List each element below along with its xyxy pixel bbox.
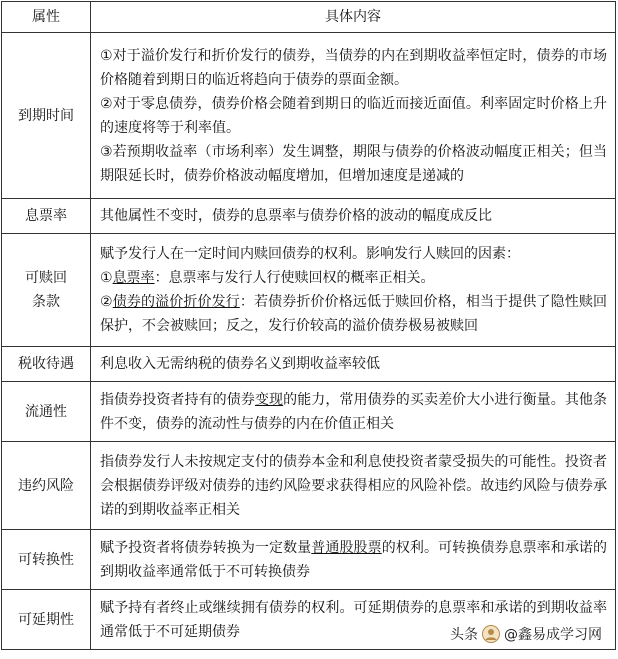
default-risk-text: 指债券发行人未按规定支付的债券本金和利息使投资者蒙受损失的可能性。投资者会根据债券评级对债券的违约风险要求获得相应的风险补偿。故违约风险与债券承诺的到期收益率正相关 bbox=[100, 453, 607, 518]
attr-convertible: 可转换性 bbox=[2, 530, 91, 590]
liquidity-post: 的能力，常用债券的买卖差价大小进行衡量。其他条件不变，债券的流动性与债券的内在价值正相关 bbox=[100, 391, 608, 432]
tax-text: 利息收入无需纳税的债券名义到期收益率较低 bbox=[100, 356, 380, 372]
content-convertible bbox=[91, 530, 616, 590]
table-row bbox=[2, 234, 616, 347]
table-header-row bbox=[2, 2, 616, 33]
header-content: 具体内容 bbox=[91, 2, 616, 33]
source-watermark bbox=[446, 623, 606, 645]
callable-factor-2-prefix: ② bbox=[100, 294, 113, 310]
table-row bbox=[2, 442, 616, 530]
callable-factor-2-text: ：若债券折价价格远低于赎回价格，相当于提供了隐性赎回保护，不会被赎回；反之，发行价较高的溢价债券极易被赎回 bbox=[100, 294, 607, 334]
attr-coupon: 息票率 bbox=[2, 199, 91, 234]
callable-factor-1-text: ：息票率与发行人行使赎回权的概率正相关。 bbox=[154, 270, 435, 286]
table-row bbox=[2, 530, 616, 590]
attr-liquidity: 流通性 bbox=[2, 382, 91, 442]
content-default-risk bbox=[91, 442, 616, 530]
table-row bbox=[2, 347, 616, 382]
convertible-text bbox=[100, 536, 607, 584]
attr-maturity: 到期时间 bbox=[2, 33, 91, 199]
content-coupon bbox=[91, 199, 616, 234]
liquidity-pre: 指债券投资者持有的债券 bbox=[100, 391, 255, 408]
table-row bbox=[2, 33, 616, 199]
watermark-account: @鑫易成学习网 bbox=[504, 627, 602, 643]
attr-tax: 税收待遇 bbox=[2, 347, 91, 382]
content-maturity bbox=[91, 33, 616, 199]
maturity-point-2: ②对于零息债券，债券价格会随着到期日的临近而接近面值。利率固定时价格上升的速度将等于利率值。 bbox=[100, 95, 607, 136]
callable-factor-2-term: 债券的溢价折价发行 bbox=[112, 294, 240, 310]
content-tax bbox=[91, 347, 616, 382]
coupon-text: 其他属性不变时，债券的息票率与债券价格的波动的幅度成反比 bbox=[100, 208, 492, 224]
liquidity-term: 变现 bbox=[254, 391, 284, 408]
account-avatar-icon bbox=[482, 625, 500, 643]
callable-factor-1 bbox=[100, 266, 607, 290]
callable-factor-2 bbox=[100, 290, 607, 338]
convertible-term: 普通股股票 bbox=[311, 539, 382, 556]
callable-factor-1-term: 息票率 bbox=[112, 270, 155, 286]
maturity-point-3: ③若预期收益率（市场利率）发生调整，期限与债券的价格波动幅度正相关；但当期限延长时，债券价格波动幅度增加，但增加速度是递减的 bbox=[100, 143, 607, 184]
content-liquidity bbox=[91, 382, 616, 442]
attr-callable-line1: 可赎回 bbox=[25, 270, 67, 286]
watermark-platform: 头条 bbox=[450, 627, 478, 643]
liquidity-text bbox=[100, 388, 607, 436]
convertible-post: 的权利。可转换债券息票率和承诺的到期收益率通常低于不可转换债券 bbox=[100, 539, 608, 580]
table-row bbox=[2, 199, 616, 234]
callable-intro: 赋予发行人在一定时间内赎回债券的权利。影响发行人赎回的因素： bbox=[100, 246, 520, 262]
table-row bbox=[2, 382, 616, 442]
content-callable bbox=[91, 234, 616, 347]
bond-attributes-table bbox=[1, 1, 616, 650]
attr-callable bbox=[2, 234, 91, 347]
convertible-pre: 赋予投资者将债券转换为一定数量 bbox=[100, 539, 312, 556]
attr-extendible: 可延期性 bbox=[2, 590, 91, 650]
extendible-text: 赋予持有者终止或继续拥有债券的权利。可延期债券的息票率和承诺的到期收益率通常低于不可延期债券 bbox=[100, 599, 607, 640]
maturity-point-1: ①对于溢价发行和折价发行的债券，当债券的内在到期收益率恒定时，债券的市场价格随着到期日的临近将趋向于债券的票面金额。 bbox=[100, 47, 607, 88]
attr-default-risk: 违约风险 bbox=[2, 442, 91, 530]
header-attribute: 属性 bbox=[2, 2, 91, 33]
callable-factor-1-prefix: ① bbox=[100, 270, 113, 286]
attr-callable-line2: 条款 bbox=[32, 294, 60, 310]
